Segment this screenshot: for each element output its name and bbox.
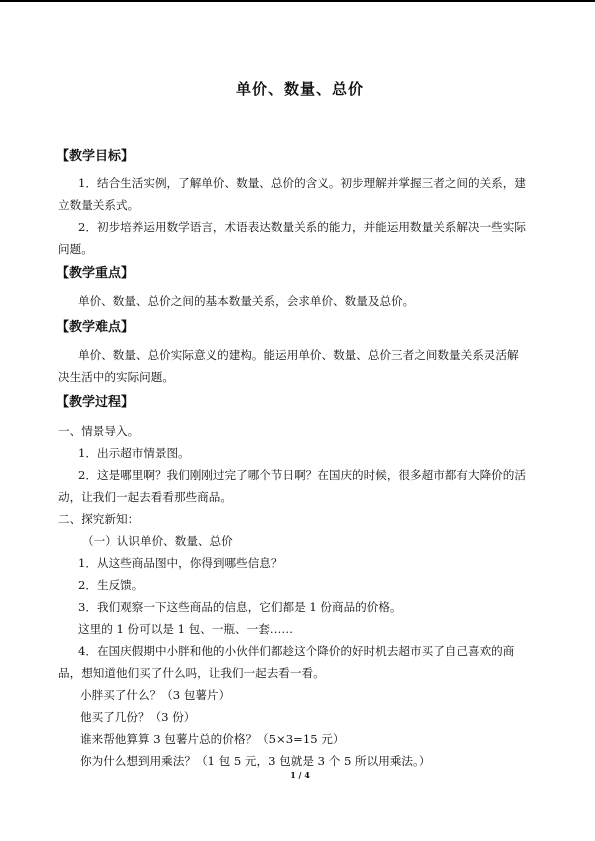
- process-subsection-1: （一）认识单价、数量、总价: [82, 534, 233, 548]
- process-item-2: 2．生反馈。: [78, 578, 144, 592]
- goal-2-line-2: 问题。: [58, 242, 93, 256]
- heading-teaching-process: 【教学过程】: [56, 395, 135, 410]
- process-item-1: 1．从这些商品图中，你得到哪些信息？: [78, 556, 283, 570]
- heading-teaching-goals: 【教学目标】: [56, 149, 135, 164]
- top-border-rule: [0, 0, 595, 2]
- page-number: 1 / 4: [290, 770, 310, 780]
- dialogue-line-4: 你为什么想到用乘法？（1 包 5 元，3 包就是 3 个 5 所以用乘法。）: [80, 754, 431, 768]
- process-item-4-line-2: 品，想知道他们买了什么吗，让我们一起去看一看。: [58, 666, 325, 680]
- process-step-2: 二、探究新知：: [58, 512, 140, 526]
- goal-1-line-2: 立数量关系式。: [58, 198, 140, 212]
- dialogue-line-1: 小胖买了什么？（3 包薯片）: [80, 688, 231, 702]
- dialogue-line-3: 谁来帮他算算 3 包薯片总的价格？（5×3=15 元）: [80, 732, 345, 746]
- difficulties-line-1: 单价、数量、总价实际意义的建构。能运用单价、数量、总价三者之间数量关系灵活解: [78, 348, 519, 362]
- process-step-1-item-1: 1．出示超市情景图。: [78, 446, 190, 460]
- process-step-1-item-2-line-2: 动，让我们一起去看看那些商品。: [58, 490, 232, 504]
- goal-2-line-1: 2．初步培养运用数学语言，术语表达数量关系的能力，并能运用数量关系解决一些实际: [78, 220, 526, 234]
- heading-key-points: 【教学重点】: [56, 266, 135, 281]
- document-title: 单价、数量、总价: [235, 80, 364, 98]
- heading-difficulties: 【教学难点】: [56, 320, 135, 335]
- process-step-1-item-2-line-1: 2．这是哪里啊？我们刚刚过完了哪个节日啊？在国庆的时候，很多超市都有大降价的活: [78, 468, 526, 482]
- process-item-3-note: 这里的 1 份可以是 1 包、一瓶、一套……: [78, 622, 293, 636]
- key-points-text: 单价、数量、总价之间的基本数量关系，会求单价、数量及总价。: [78, 294, 415, 308]
- process-item-3: 3．我们观察一下这些商品的信息，它们都是 1 份商品的价格。: [78, 600, 402, 614]
- process-step-1: 一、情景导入。: [58, 424, 140, 438]
- goal-1-line-1: 1．结合生活实例，了解单价、数量、总价的含义。初步理解并掌握三者之间的关系，建: [78, 176, 526, 190]
- process-item-4-line-1: 4．在国庆假期中小胖和他的小伙伴们都趁这个降价的好时机去超市买了自己喜欢的商: [78, 644, 515, 658]
- dialogue-line-2: 他买了几份？（3 份）: [80, 710, 196, 724]
- difficulties-line-2: 决生活中的实际问题。: [58, 370, 174, 384]
